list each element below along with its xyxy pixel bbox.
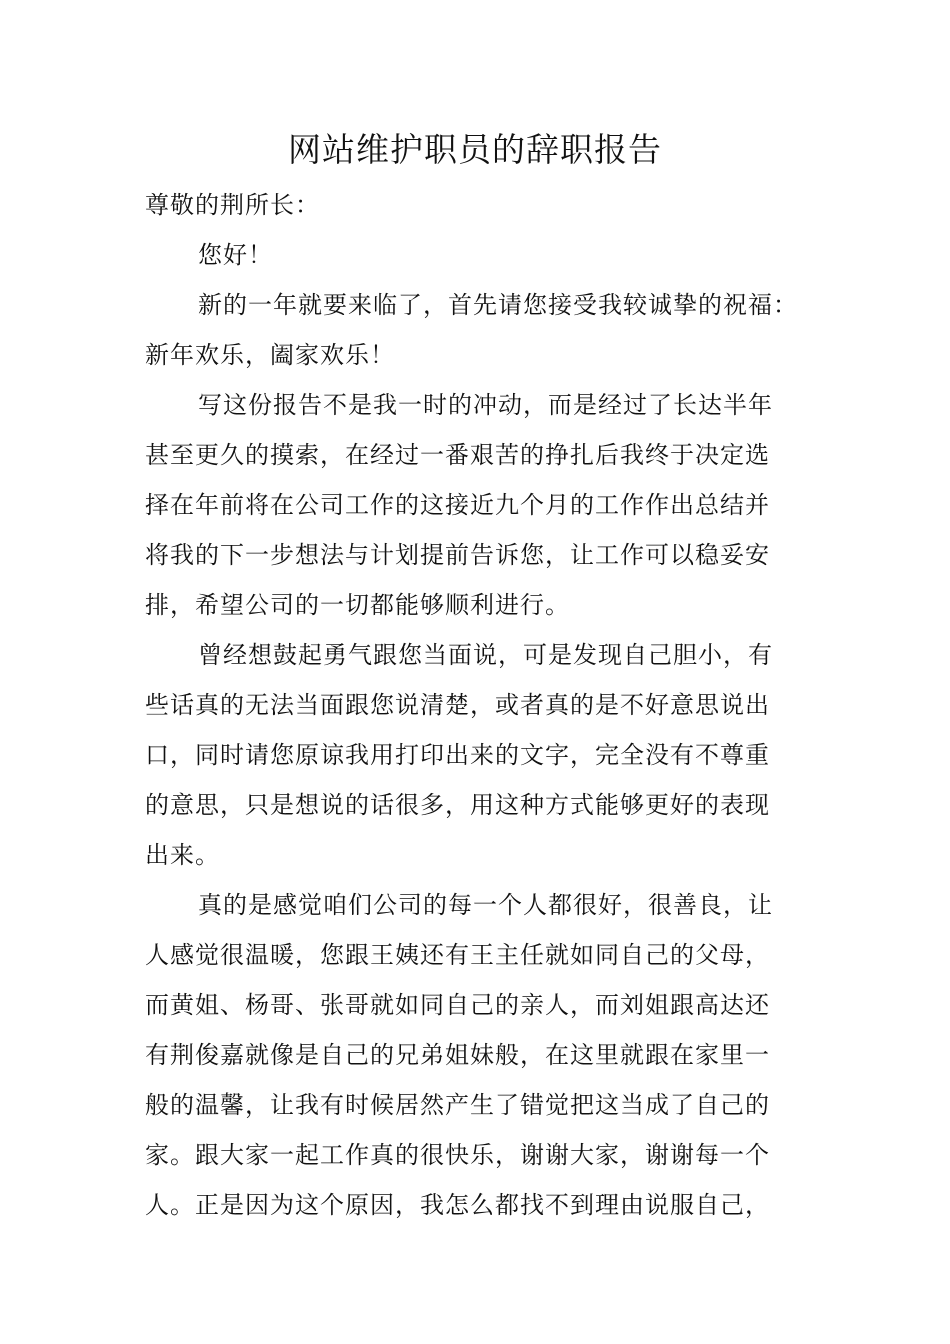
paragraph-line: 新的一年就要来临了，首先请您接受我较诚挚的祝福： [198,291,798,319]
paragraph-line: 家。跟大家一起工作真的很快乐，谢谢大家，谢谢每一个 [145,1141,770,1169]
document-title: 网站维护职员的辞职报告 [288,130,662,169]
paragraph-line: 人感觉很温暖，您跟王姨还有王主任就如同自己的父母， [145,941,770,969]
paragraph-line: 出来。 [145,841,220,869]
paragraph-line: 新年欢乐，阖家欢乐！ [145,341,395,369]
paragraph-line: 的意思，只是想说的话很多，用这种方式能够更好的表现 [145,791,770,819]
paragraph-line: 而黄姐、杨哥、张哥就如同自己的亲人，而刘姐跟高达还 [145,991,770,1019]
letter-body [145,180,835,1230]
paragraph-line: 有荆俊嘉就像是自己的兄弟姐妹般，在这里就跟在家里一 [145,1041,770,1069]
paragraph-line: 人。正是因为这个原因，我怎么都找不到理由说服自己， [145,1191,770,1219]
paragraph-line: 般的温馨，让我有时候居然产生了错觉把这当成了自己的 [145,1091,770,1119]
paragraph-line: 择在年前将在公司工作的这接近九个月的工作作出总结并 [145,491,770,519]
paragraph-line: 真的是感觉咱们公司的每一个人都很好，很善良，让 [198,891,773,919]
paragraph-line: 些话真的无法当面跟您说清楚，或者真的是不好意思说出 [145,691,770,719]
greeting-line: 您好！ [198,241,273,269]
paragraph-line: 口，同时请您原谅我用打印出来的文字，完全没有不尊重 [145,741,770,769]
paragraph-line: 甚至更久的摸索，在经过一番艰苦的挣扎后我终于决定选 [145,441,770,469]
paragraph-line: 将我的下一步想法与计划提前告诉您，让工作可以稳妥安 [145,541,770,569]
salutation-line: 尊敬的荆所长： [145,191,320,219]
paragraph-line: 排，希望公司的一切都能够顺利进行。 [145,591,570,619]
paragraph-line: 曾经想鼓起勇气跟您当面说，可是发现自己胆小，有 [198,641,773,669]
paragraph-line: 写这份报告不是我一时的冲动，而是经过了长达半年 [198,391,773,419]
